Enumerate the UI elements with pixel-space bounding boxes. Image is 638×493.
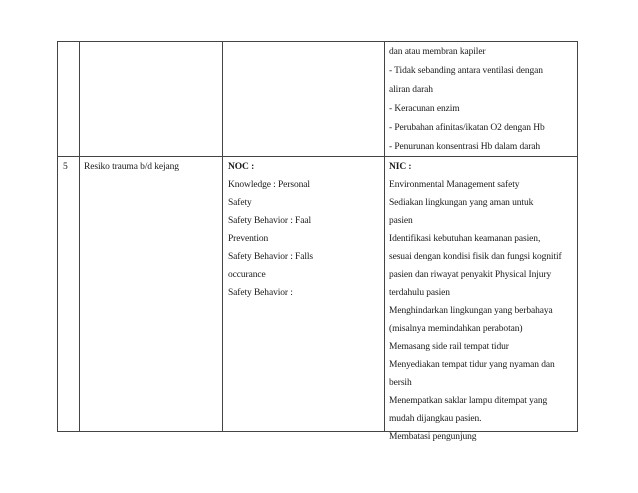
nic-line: Menempatkan saklar lampu ditempat yang (389, 396, 548, 406)
noc-line: occurance (228, 270, 266, 280)
nic-line: pasien (389, 216, 413, 226)
noc-line: Knowledge : Personal (228, 180, 310, 190)
table-col-divider-3 (384, 41, 385, 432)
noc-line: Safety (228, 198, 252, 208)
text-line: - Tidak sebanding antara ventilasi dengan (389, 66, 543, 76)
text-line: dan atau membran kapiler (389, 47, 486, 57)
noc-line: Prevention (228, 234, 269, 244)
nic-line: Sediakan lingkungan yang aman untuk (389, 198, 534, 208)
nic-line: Environmental Management safety (389, 180, 520, 190)
table-border-right (577, 41, 578, 432)
noc-line: Safety Behavior : Falls (228, 252, 314, 262)
nic-line: Menghindarkan lingkungan yang berbahaya (389, 306, 553, 316)
nic-heading: NIC : (389, 162, 412, 172)
text-line: - Perubahan afinitas/ikatan O2 dengan Hb (389, 123, 545, 133)
noc-heading: NOC : (228, 162, 255, 172)
nic-line: Memasang side rail tempat tidur (389, 342, 509, 352)
nic-line: mudah dijangkau pasien. (389, 414, 482, 424)
noc-line: Safety Behavior : (228, 288, 293, 298)
table-border-left (57, 41, 58, 432)
table-row-divider (57, 156, 578, 157)
diagnosis-text: Resiko trauma b/d kejang (84, 162, 179, 172)
text-line: aliran darah (389, 85, 433, 95)
table-col-divider-1 (79, 41, 80, 432)
nic-line: Membatasi pengunjung (389, 432, 477, 442)
text-line: - Penurunan konsentrasi Hb dalam darah (389, 142, 541, 152)
nic-line: bersih (389, 378, 412, 388)
table-border-top (57, 41, 578, 42)
nic-line: terdahulu pasien (389, 288, 450, 298)
row-number: 5 (63, 162, 68, 172)
nic-line: Menyediakan tempat tidur yang nyaman dan (389, 360, 555, 370)
noc-line: Safety Behavior : Faal (228, 216, 312, 226)
nic-line: sesuai dengan kondisi fisik dan fungsi kognitif (389, 252, 562, 262)
text-line: - Keracunan enzim (389, 104, 460, 114)
nic-line: Identifikasi kebutuhan keamanan pasien, (389, 234, 541, 244)
nic-line: (misalnya memindahkan perabotan) (389, 324, 523, 334)
table-col-divider-2 (222, 41, 223, 432)
table-border-bottom (57, 431, 578, 432)
nic-line: pasien dan riwayat penyakit Physical Injury (389, 270, 552, 280)
